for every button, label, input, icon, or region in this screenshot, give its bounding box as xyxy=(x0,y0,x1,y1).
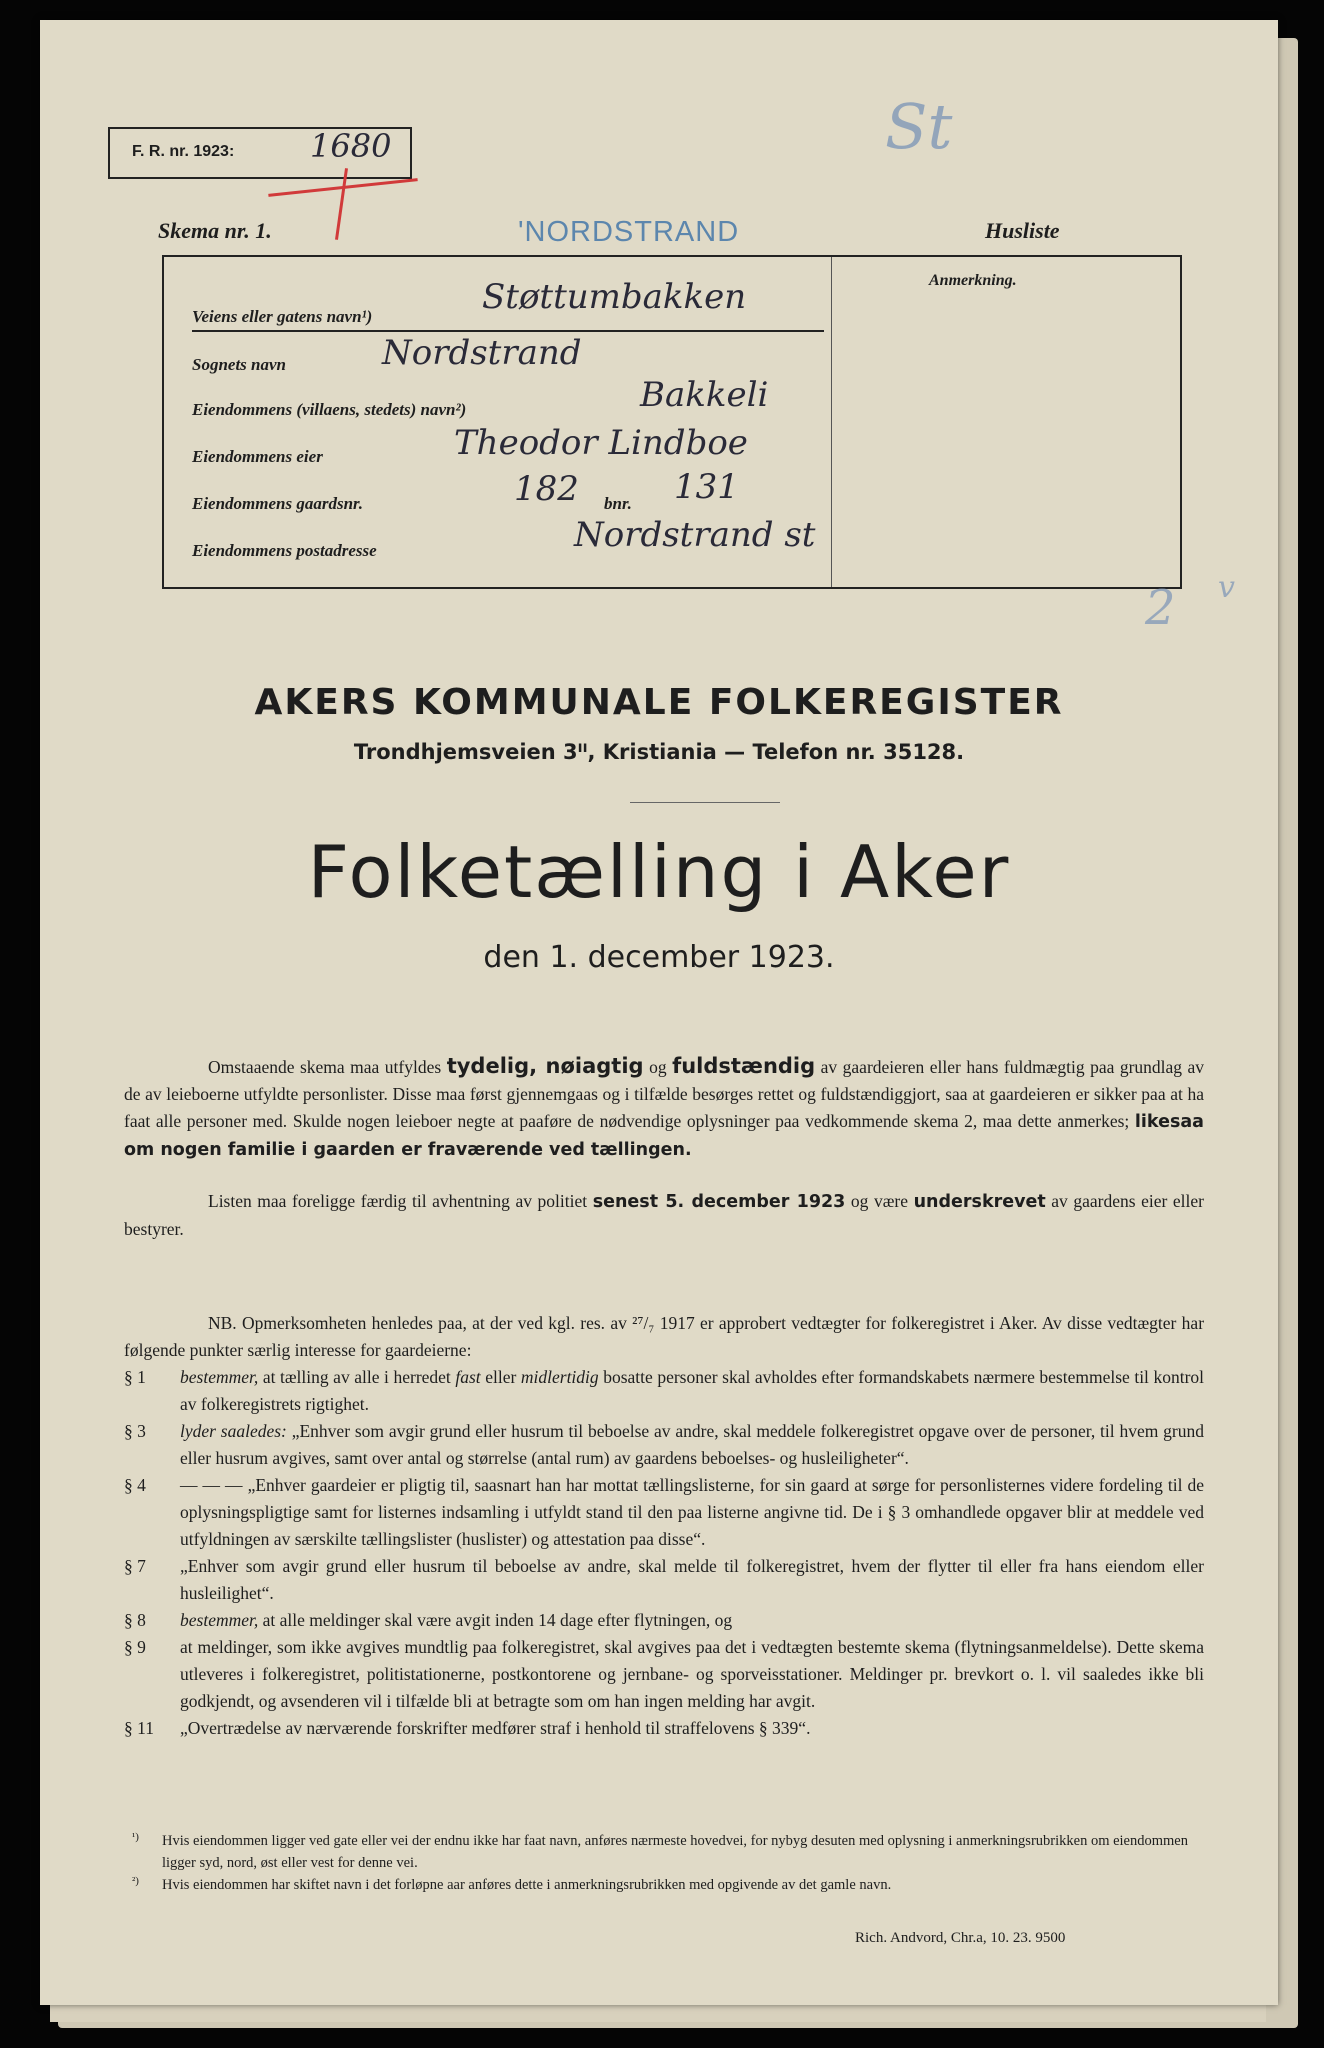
text: eller xyxy=(485,1367,517,1387)
owner-value: Theodor Lindboe xyxy=(454,423,748,463)
doc-type-label: Husliste xyxy=(985,218,1060,243)
section-number: § 3 xyxy=(124,1421,146,1441)
bnr-value: 131 xyxy=(674,467,739,507)
text: avgives xyxy=(637,1637,691,1657)
section-9 xyxy=(124,1634,1204,1715)
text: og xyxy=(649,1057,667,1077)
street-name-value: Støttumbakken xyxy=(482,277,747,317)
text: — — — „Enhver gaardeier er pligtig til, saasnart han har mottat tællingslisterne, for sin gaard at sørge for personlisternes videre fordeling til de oplysningspligtige samt for listernes indsamling i utfyldt stand til den paa listerne angivne tid. De i § 3 omhandlede opgaver blir at meddele ved utfyldningen av særskilte tællingslister (huslister) og attestation paa disse“. xyxy=(180,1475,1204,1549)
section-number: § 11 xyxy=(124,1718,154,1738)
farm-number-label: Eiendommens gaardsnr. xyxy=(192,494,363,513)
emphasis: alle meldinger skal være avgit inden 14 dage efter flytningen, xyxy=(279,1610,711,1630)
footnote-mark: ²) xyxy=(132,1875,139,1887)
section-7 xyxy=(124,1553,1204,1607)
fr-number-box xyxy=(108,127,412,179)
text: at xyxy=(262,1610,276,1630)
bnr-label: bnr. xyxy=(604,494,632,513)
property-info-box xyxy=(162,255,1182,589)
text: at der ved kgl. res. av ²⁷/₇ 1917 er approbert xyxy=(472,1313,786,1333)
text: „Enhver som avgir grund eller husrum til beboelse av andre, skal meddele folkeregistret opgave over de personer, til hvem grund eller husrum avgives, samt over antal og størrelse (antal rum) av gaardens beboelses- og husleiligheter“. xyxy=(180,1421,1204,1468)
office-address: Trondhjemsveien 3ᴵᴵ, Kristiania — Telefon nr. 35128. xyxy=(353,740,965,764)
section-8 xyxy=(124,1607,1204,1634)
text: midlertidig xyxy=(520,1367,599,1387)
footnote-mark: ¹) xyxy=(132,1831,139,1843)
regulations-notice xyxy=(124,1310,1204,1742)
emphasis: underskrevet xyxy=(913,1192,1046,1212)
emphasis: likesaa om nogen familie i gaarden er fraværende ved tællingen. xyxy=(124,1112,1204,1160)
section-number: § 4 xyxy=(124,1475,146,1495)
fr-number-value: 1680 xyxy=(310,127,392,165)
text: Listen maa foreligge færdig til avhentning av politiet xyxy=(208,1191,588,1211)
page-title: Folketælling i Aker xyxy=(307,830,1011,914)
instructions-paragraph-2 xyxy=(124,1188,1204,1243)
postal-address-value: Nordstrand st xyxy=(574,515,816,555)
margin-mark: St xyxy=(885,90,953,163)
footnote-2 xyxy=(132,1874,1222,1896)
section-11 xyxy=(124,1715,1204,1742)
remark-mark: 2 xyxy=(1145,580,1176,636)
footnotes xyxy=(132,1830,1222,1896)
text: at meldinger, som ikke avgives mundtlig paa folkeregistret, xyxy=(180,1637,600,1657)
text: av gaardeieren eller hans fuldmægtig paa grundlag av de av leieboerne utfyldte personlister. Disse maa først gjennemgaas og i tilfælde besørges rettet og fuldstændiggjort, saa at gaardeieren er sikker paa at ha faat alle personer med. Skulde nogen leieboer negte at paaføre de nødvendige oplysninger paa vedkommende skema 2, maa dette anmerkes; xyxy=(124,1057,1205,1131)
check-mark: v xyxy=(1218,570,1235,605)
text: og være xyxy=(850,1191,909,1211)
section-number: § 7 xyxy=(124,1556,146,1576)
divider-rule xyxy=(630,802,780,803)
remarks-label: Anmerkning. xyxy=(929,272,1017,289)
text: bosatte personer skal avholdes efter formandskabets nærmere bestemmelse til kontrol av folkeregistrets rigtighet. xyxy=(180,1367,1205,1414)
section-number: § 1 xyxy=(124,1367,146,1387)
owner-label: Eiendommens eier xyxy=(192,447,323,466)
text: „Enhver som avgir grund eller husrum til beboelse av andre, skal melde til folkeregistret, hvem der flytter til eller fra hans eiendom eller husleilighet“. xyxy=(180,1556,1204,1603)
text: at tælling av alle i herredet xyxy=(262,1367,451,1387)
text: bestemmer, xyxy=(180,1367,259,1387)
text: bestemmer, xyxy=(180,1610,259,1630)
street-underline xyxy=(192,330,824,332)
office-name: AKERS KOMMUNALE FOLKEREGISTER xyxy=(254,682,1064,723)
skema-number: Skema nr. 1. xyxy=(158,218,272,243)
farm-number-value: 182 xyxy=(514,469,579,509)
parish-label: Sognets navn xyxy=(192,355,286,374)
notice-intro xyxy=(124,1310,1204,1364)
text: av gaardens eier eller bestyrer. xyxy=(124,1191,1204,1239)
text: lyder saaledes: xyxy=(180,1421,287,1441)
street-name-label: Veiens eller gatens navn¹) xyxy=(192,307,373,326)
census-form-page xyxy=(40,20,1278,2005)
section-3 xyxy=(124,1418,1204,1472)
text: Omstaaende skema maa utfyldes xyxy=(208,1057,442,1077)
section-number: § 9 xyxy=(124,1637,146,1657)
fr-number-label: F. R. nr. 1923: xyxy=(132,143,235,160)
district-stamp: 'NORDSTRAND xyxy=(518,216,740,248)
footnote-text: Hvis eiendommen ligger ved gate eller vei der endnu ikke har faat navn, anføres nærmeste hovedvei, for nybyg desuten med oplysning i anmerkningsrubrikken om eiendommen ligger syd, nord, øst eller vest for denne vei. xyxy=(162,1833,1188,1871)
property-name-label: Eiendommens (villaens, stedets) navn²) xyxy=(192,400,467,419)
remarks-divider xyxy=(831,257,832,587)
text: NB. Opmerksomheten henledes paa, xyxy=(208,1313,467,1333)
text: og xyxy=(714,1610,733,1630)
deadline: senest 5. december 1923 xyxy=(592,1192,846,1212)
section-number: § 8 xyxy=(124,1610,146,1630)
census-date: den 1. december 1923. xyxy=(483,940,835,975)
text: Av disse vedtægter har følgende punkter særlig interesse for gaardeierne: xyxy=(124,1313,1205,1360)
text: „Overtrædelse av nærværende forskrifter medfører straf i henhold til straffelovens § 339“. xyxy=(180,1718,811,1738)
emphasis: tydelig, nøiagtig xyxy=(446,1054,644,1078)
property-name-value: Bakkeli xyxy=(640,375,769,415)
text: (flytningsanmeldelse). Dette skema utleveres i folkeregistret, politistationerne, postkontorene og jernbane- og sporveisstationer. Meldinger pr. brevkort o. l. vil saaledes ikke bli godkjendt, og avsenderen vil i tilfælde bli at betragte som om han ingen melding har avgit. xyxy=(180,1637,1205,1711)
emphasis: paa det i vedtægten bestemte skema xyxy=(695,1637,950,1657)
section-4 xyxy=(124,1472,1204,1553)
emphasis: skal xyxy=(604,1637,633,1657)
text: fast xyxy=(455,1367,481,1387)
footnote-text: Hvis eiendommen har skiftet navn i det forløpne aar anføres dette i anmerkningsrubrikken med opgivende av det gamle navn. xyxy=(162,1877,892,1893)
printer-imprint: Rich. Andvord, Chr.a, 10. 23. 9500 xyxy=(855,1930,1066,1946)
postal-address-label: Eiendommens postadresse xyxy=(192,541,377,560)
text: vedtægter for folkeregistret i Aker. xyxy=(791,1313,1038,1333)
emphasis: fuldstændig xyxy=(672,1054,816,1078)
footnote-1 xyxy=(132,1830,1222,1874)
instructions-paragraph-1 xyxy=(124,1053,1204,1164)
parish-value: Nordstrand xyxy=(382,333,582,373)
section-1 xyxy=(124,1364,1204,1418)
